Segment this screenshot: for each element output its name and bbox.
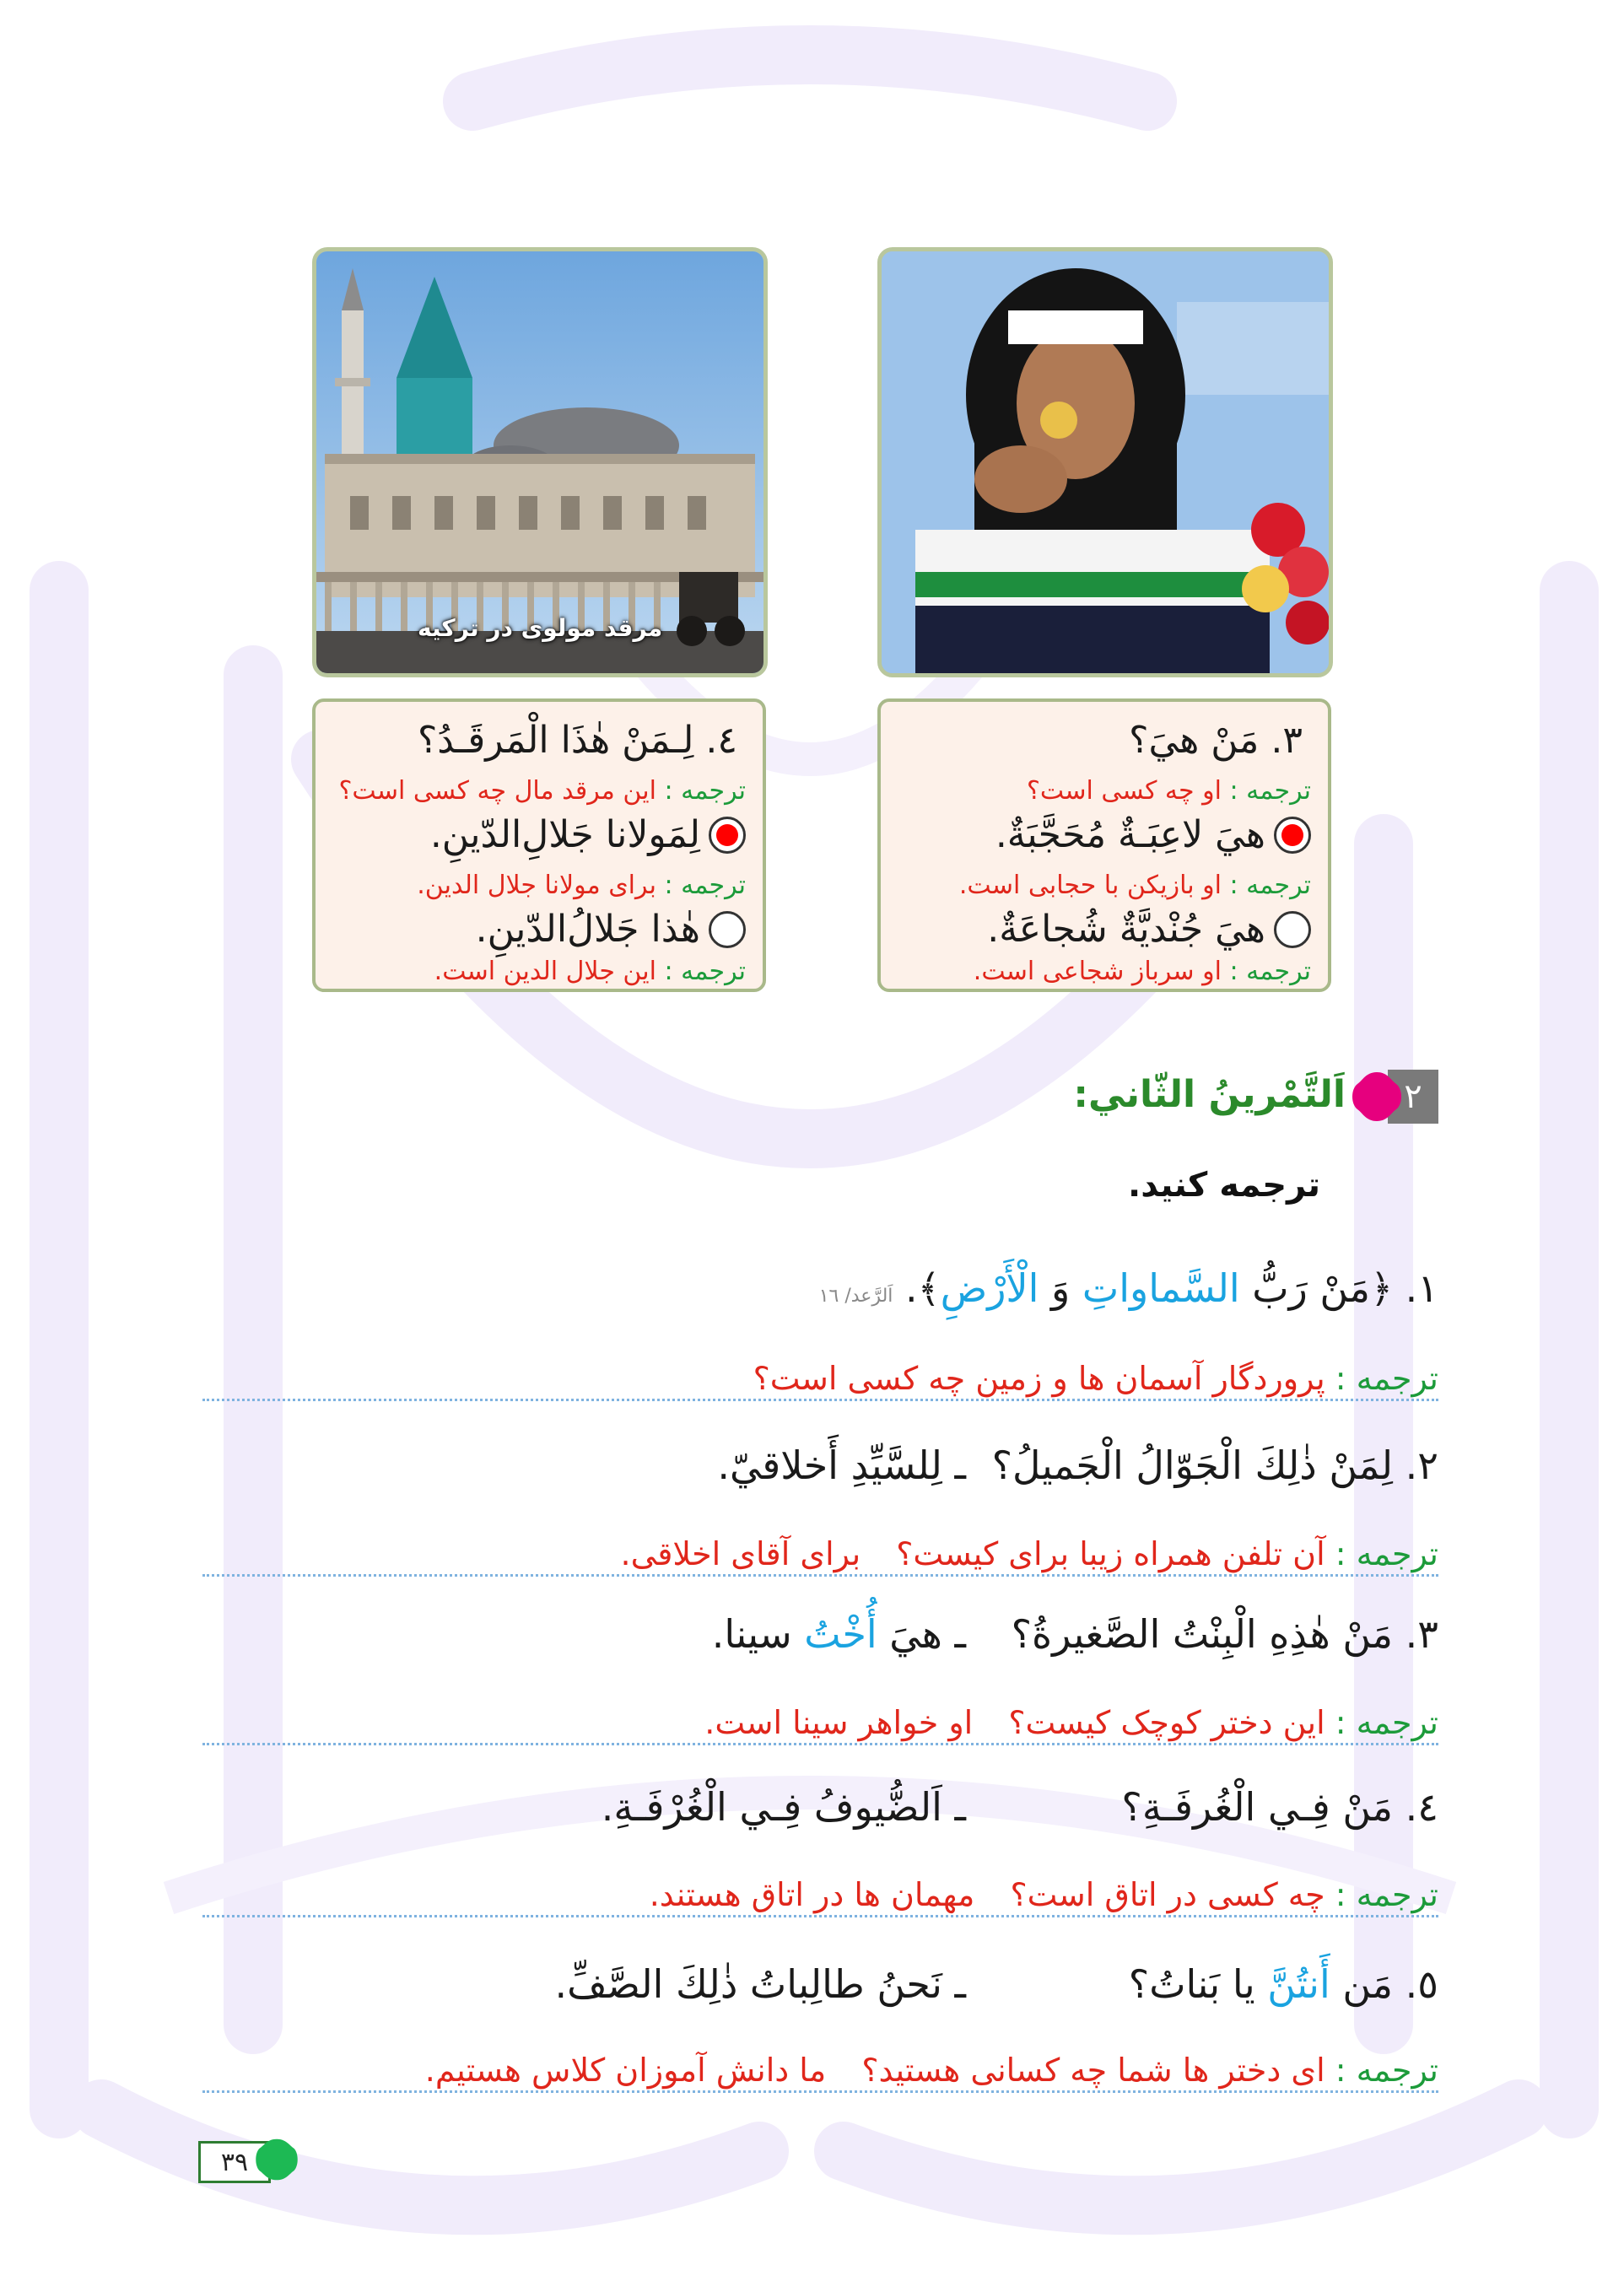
translation-label: ترجمه :	[1229, 871, 1311, 900]
item-5-answer	[554, 1961, 966, 2007]
exercise-title: اَلتَّمْرينُ الثّاني:	[1073, 1073, 1346, 1116]
flower-bullet-icon	[1347, 1069, 1406, 1124]
item-4-answer	[602, 1784, 966, 1830]
question-text: ٤. لِـمَنْ هٰذَا الْمَرقَـدُ؟	[417, 719, 737, 762]
translation	[620, 1535, 1438, 1572]
item-1-translation-line[interactable]	[202, 1350, 1438, 1401]
item-1-question	[819, 1265, 1438, 1311]
item-4-question	[1121, 1784, 1438, 1830]
option-1[interactable]	[995, 813, 1311, 856]
answer-translation-text: برای آقای اخلاقی.	[620, 1535, 861, 1572]
translation	[704, 1704, 1438, 1741]
question-part: ﴿مَنْ رَبُّ	[1239, 1265, 1394, 1311]
item-number: ٤.	[1405, 1784, 1438, 1830]
photo-caption: مرقد مولوی در ترکیه	[418, 614, 663, 642]
question-text: ٣. مَنْ هيَ؟	[1129, 719, 1303, 762]
question-part: وَ	[1039, 1265, 1082, 1311]
question-part: مَن	[1330, 1961, 1394, 2007]
option-text: هيَ لاعِبَـةٌ مُحَجَّبَةٌ.	[995, 813, 1265, 856]
answer-part: ـ هيَ	[877, 1611, 966, 1657]
question-part: یا بَناتُ؟	[1128, 1961, 1268, 2007]
question-card-4	[312, 698, 766, 992]
question-text: لِمَنْ ذٰلِكَ الْجَوّالُ الْجَميلُ؟	[991, 1443, 1394, 1488]
highlighted-word: أُخْتُ	[804, 1611, 877, 1657]
item-2-translation-line[interactable]	[202, 1525, 1438, 1577]
question-card-3	[877, 698, 1331, 992]
translation	[650, 1876, 1438, 1913]
option-1-translation	[417, 871, 746, 900]
translation-text: چه کسی در اتاق است؟	[1010, 1876, 1325, 1913]
translation-label: ترجمه :	[664, 776, 746, 806]
translation-text: ای دختر ها شما چه کسانی هستید؟	[861, 2052, 1325, 2089]
highlighted-word: الْأَرْضِ	[940, 1265, 1039, 1311]
translation-label: ترجمه :	[1229, 776, 1311, 806]
translation-label: ترجمه :	[664, 871, 746, 900]
highlighted-word: السَّماواتِ	[1082, 1265, 1240, 1311]
translation-label: ترجمه :	[1335, 1704, 1438, 1741]
item-5-question	[1129, 1961, 1438, 2007]
answer-translation-text: او خواهر سینا است.	[704, 1704, 974, 1741]
option-1-translation	[959, 871, 1311, 900]
item-5-translation-line[interactable]	[202, 2041, 1438, 2093]
exercise-instruction: ترجمه کنید.	[1128, 1166, 1320, 1205]
radio-selected-icon[interactable]	[709, 817, 746, 854]
exercise-number: ٢	[1388, 1070, 1438, 1124]
item-number: ٣.	[1405, 1611, 1438, 1657]
translation-text: این دختر کوچک کیست؟	[1008, 1704, 1325, 1741]
translation-text: آن تلفن همراه زیبا برای کیست؟	[896, 1535, 1325, 1572]
question-text: مَنْ فِـي الْغُرفَـةِ؟	[1121, 1784, 1394, 1830]
item-number: ١.	[1405, 1265, 1438, 1311]
translation	[753, 1360, 1438, 1397]
translation-text: پروردگار آسمان ها و زمین چه کسی است؟	[753, 1360, 1325, 1397]
radio-empty-icon[interactable]	[1274, 911, 1311, 948]
translation	[425, 2052, 1438, 2089]
option-1[interactable]	[430, 813, 746, 856]
athlete-illustration	[882, 251, 1329, 673]
question-translation	[1027, 776, 1311, 806]
option-2[interactable]	[476, 908, 746, 951]
translation-text: او چه کسی است؟	[1026, 776, 1222, 806]
item-3-question	[1012, 1611, 1438, 1657]
item-number: ٢.	[1405, 1443, 1438, 1488]
mausoleum-illustration	[316, 251, 763, 673]
translation-text: او سرباز شجاعی است.	[973, 957, 1222, 986]
translation-label: ترجمه :	[664, 957, 746, 986]
page-number: ٣٩	[198, 2141, 271, 2183]
mausoleum-photo	[312, 247, 768, 677]
option-2-translation	[974, 957, 1311, 986]
option-2[interactable]	[987, 908, 1311, 951]
answer-translation-text: مهمان ها در اتاق هستند.	[649, 1876, 975, 1913]
radio-empty-icon[interactable]	[709, 911, 746, 948]
item-2-answer	[717, 1443, 966, 1488]
highlighted-word: أَنتُنَّ	[1267, 1961, 1330, 2007]
question-text: مَنْ هٰذِهِ الْبِنْتُ الصَّغیرةُ؟	[1011, 1611, 1394, 1657]
translation-text: این جلال الدین است.	[434, 957, 656, 986]
answer-part: سینا.	[711, 1611, 805, 1657]
item-number: ٥.	[1405, 1961, 1438, 2007]
translation-label: ترجمه :	[1335, 1535, 1438, 1572]
page-number-flower-icon	[253, 2136, 300, 2183]
athlete-photo	[877, 247, 1333, 677]
item-2-question	[992, 1443, 1438, 1488]
option-text: لِمَولانا جَلالِ‌الدّینِ.	[429, 813, 700, 856]
translation-text: او بازیکن با حجابی است.	[958, 871, 1222, 900]
verse-source: اَلرَّعد/ ١٦	[818, 1286, 893, 1307]
radio-selected-icon[interactable]	[1274, 817, 1311, 854]
question-translation	[338, 776, 746, 806]
item-3-translation-line[interactable]	[202, 1694, 1438, 1745]
translation-label: ترجمه :	[1335, 1360, 1438, 1397]
option-text: هٰذا جَلالُ‌الدّینِ.	[475, 908, 700, 951]
translation-text: برای مولانا جلال الدین.	[417, 871, 656, 900]
translation-text: این مرقد مال چه کسی است؟	[338, 776, 656, 806]
option-2-translation	[434, 957, 746, 986]
answer-text: ـ نَحنُ طالِباتُ ذٰلِكَ الصَّفِّ.	[554, 1961, 966, 2007]
question-part: ﴾.	[905, 1265, 941, 1311]
option-text: هيَ جُنْديَّةٌ شُجاعَةٌ.	[987, 908, 1265, 951]
answer-text: ـ اَلضُّیوفُ فِـي الْغُرْفَـةِ.	[601, 1784, 966, 1830]
answer-text: ـ لِلسَّیِّدِ أَخلاقيّ.	[717, 1443, 966, 1488]
translation-label: ترجمه :	[1229, 957, 1311, 986]
item-3-answer	[712, 1611, 966, 1657]
answer-translation-text: ما دانش آموزان کلاس هستیم.	[424, 2052, 827, 2089]
item-4-translation-line[interactable]	[202, 1866, 1438, 1917]
translation-label: ترجمه :	[1335, 1876, 1438, 1913]
translation-label: ترجمه :	[1335, 2052, 1438, 2089]
